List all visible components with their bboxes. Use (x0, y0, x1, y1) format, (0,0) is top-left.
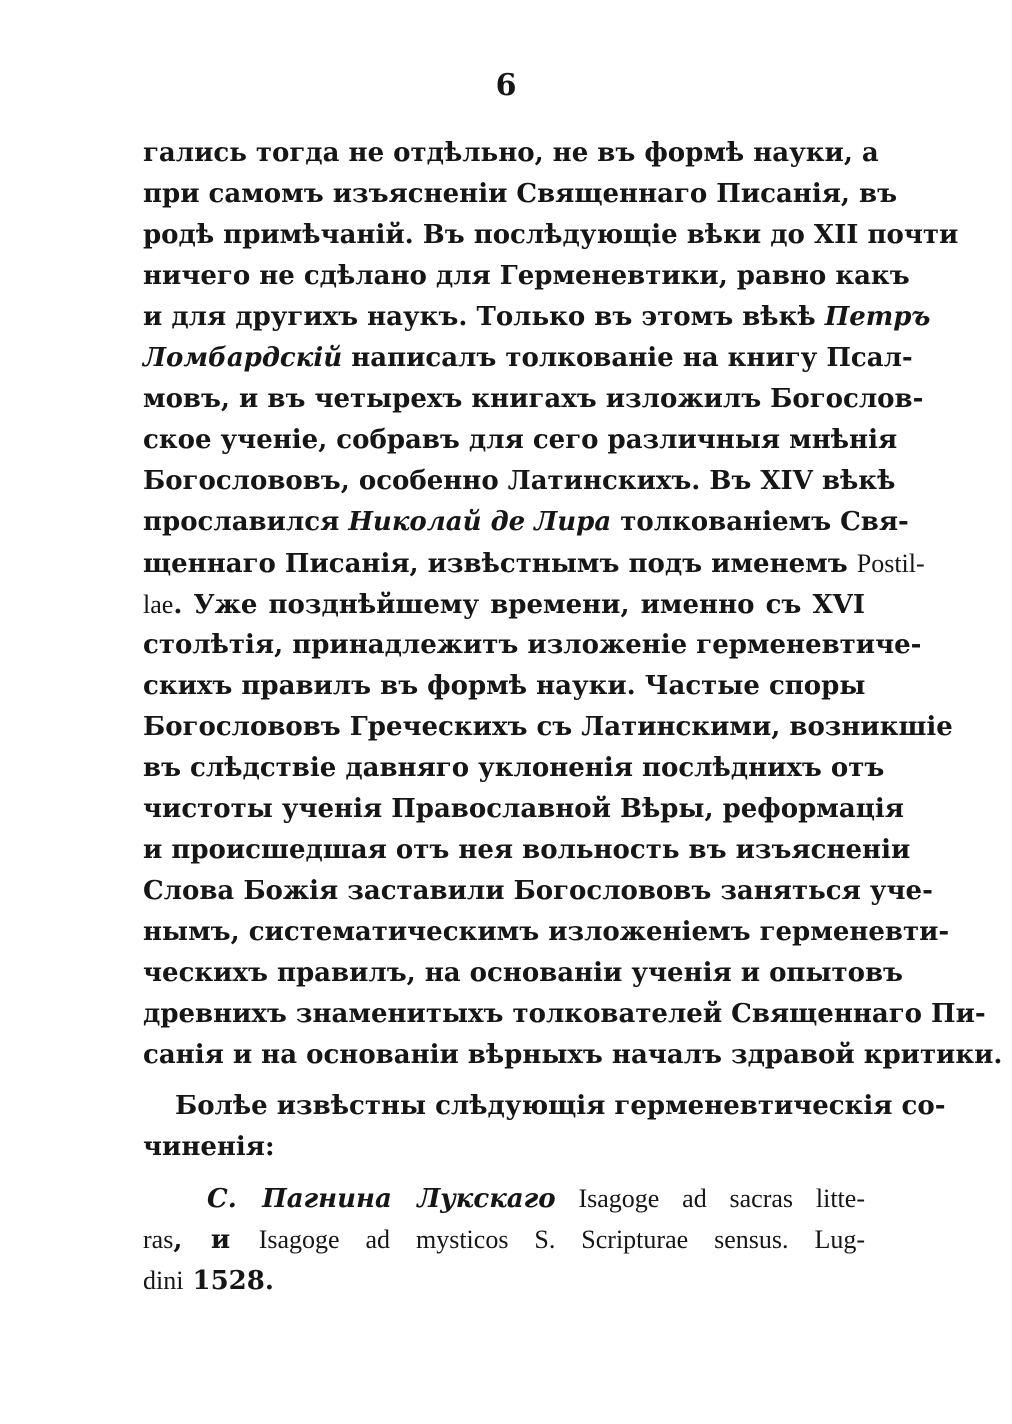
text-line: родѣ примѣчаній. Въ послѣдующіе вѣки до XII почти (143, 220, 959, 250)
text-line: щеннаго Писанія, извѣстнымъ подъ именемъ Postil- (143, 549, 925, 579)
text-line: нымъ, систематическимъ изложеніемъ герменевти- (143, 917, 950, 947)
text-line: dini 1528. (143, 1266, 274, 1296)
text-line: санія и на основаніи вѣрныхъ началъ здравой критики. (143, 1040, 1003, 1070)
text-line: ничего не сдѣлано для Герменевтики, равно какъ (143, 261, 910, 291)
text-line: и происшедшая отъ нея вольность въ изъясненіи (143, 835, 911, 865)
text-line: ское ученіе, собравъ для сего различныя мнѣнія (143, 425, 898, 455)
italic-name: Николай де Лира (348, 507, 612, 537)
text-line: Болѣе извѣстны слѣдующія герменевтическія со- (175, 1091, 946, 1121)
latin-title: Isagoge ad sacras litte- (555, 1184, 865, 1213)
text-line (143, 1178, 865, 1219)
text-line: при самомъ изъясненіи Священнаго Писанія, въ (143, 179, 898, 209)
italic-name: Петръ (824, 302, 931, 332)
text-line: въ слѣдствіе давняго уклоненія послѣднихъ отъ (143, 753, 885, 783)
page-number: 6 (495, 68, 517, 103)
text-line: Богослововъ Греческихъ съ Латинскими, возникшіе (143, 712, 953, 742)
text-line: столѣтія, принадлежитъ изложеніе герменевтиче- (143, 630, 922, 660)
text-line: прославился Николай де Лира толкованіемъ Свя- (143, 507, 909, 537)
text-line: Богослововъ, особенно Латинскихъ. Въ XIV вѣкѣ (143, 466, 896, 496)
latin-title: dini (143, 1266, 184, 1295)
text-line: Ломбардскій написалъ толкованіе на книгу Псал- (143, 343, 913, 373)
text-line: ras, и Isagoge ad mysticos S. Scripturae sensus. Lug- (143, 1225, 865, 1255)
text-line: мовъ, и въ четырехъ книгахъ изложилъ Богослов- (143, 384, 924, 414)
body-text (143, 133, 1003, 1301)
text-line: древнихъ знаменитыхъ толкователей Священнаго Пи- (143, 999, 986, 1029)
text-line: чиненія: (143, 1132, 275, 1162)
text-line: чистоты ученія Православной Вѣры, реформація (143, 794, 904, 824)
latin-word: lae (143, 590, 174, 619)
text-line: lae. Уже позднѣйшему времени, именно съ XVI (143, 590, 865, 620)
text-line: Слова Божія заставили Богослововъ заняться уче- (143, 876, 933, 906)
latin-word: Postil- (856, 549, 925, 578)
latin-title: Isagoge ad mysticos S. Scripturae sensus. Lug- (258, 1225, 865, 1254)
text-line: гались тогда не отдѣльно, не въ формѣ науки, а (143, 138, 879, 168)
text-line: ческихъ правилъ, на основаніи ученія и опытовъ (143, 958, 903, 988)
latin-title: ras (143, 1225, 174, 1254)
text-line: скихъ правилъ въ формѣ науки. Частые споры (143, 671, 866, 701)
text-line: и для другихъ наукъ. Только въ этомъ вѣкѣ Петръ (143, 302, 931, 332)
italic-name: С. Пагнина Лукскаго (207, 1184, 556, 1214)
italic-name: Ломбардскій (143, 343, 343, 373)
